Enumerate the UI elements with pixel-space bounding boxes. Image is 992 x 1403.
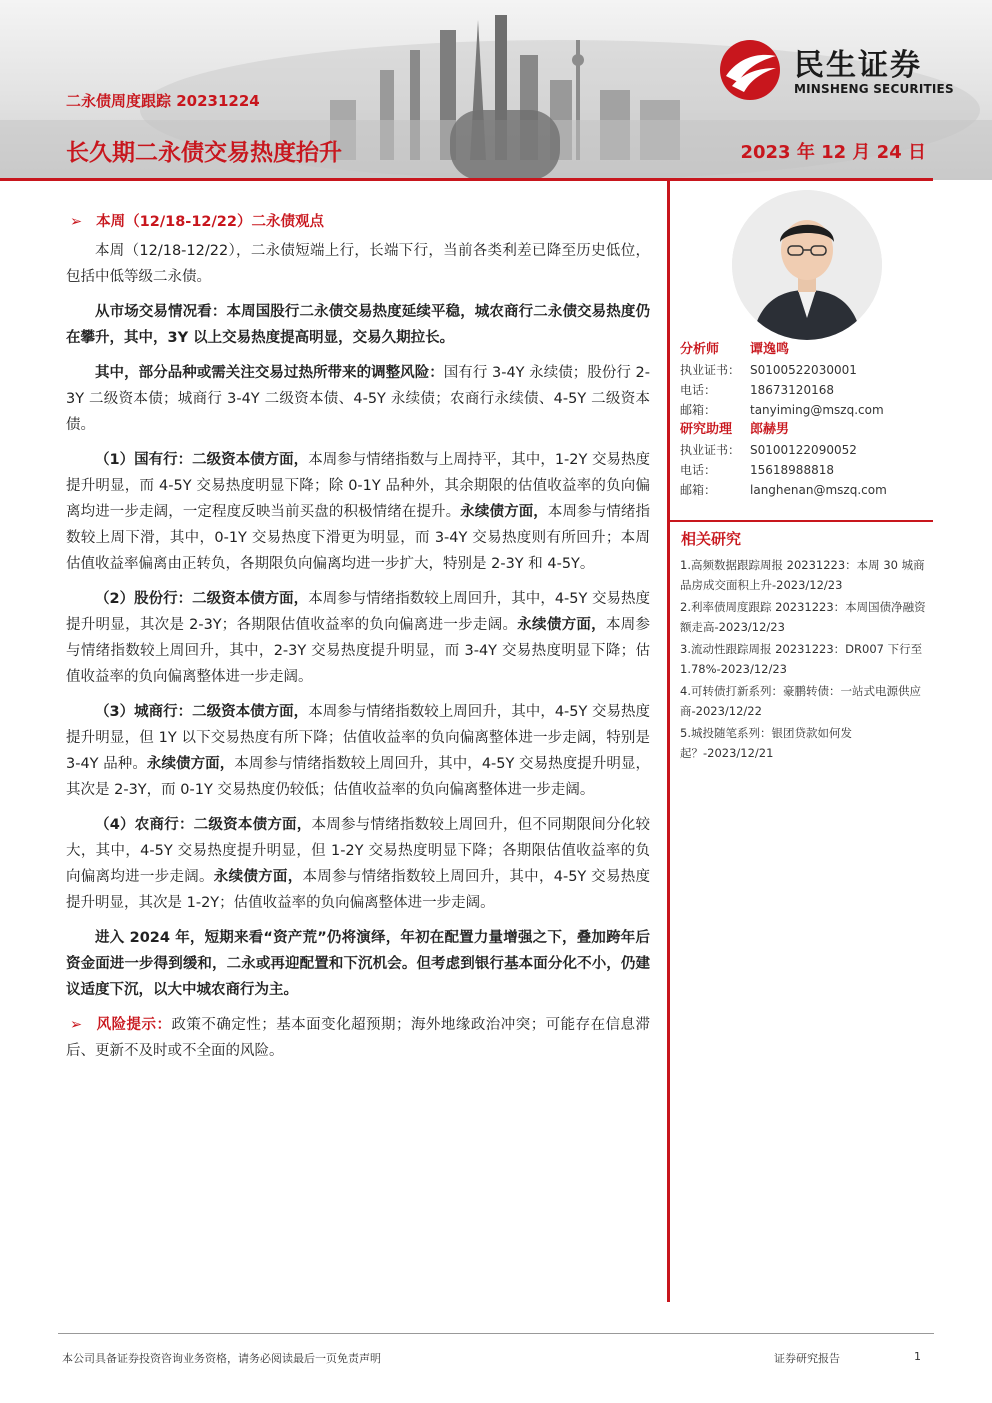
related-divider [670, 520, 933, 522]
paragraph-state-banks [66, 447, 650, 577]
text: 本周参与情绪指数较上周下滑，其中，0-1Y 交易热度下滑更为明显，而 3-4Y 交易热度则有所回升；本周估值收益率偏离由正转负，各期限负向偏离均进一步扩大，特别是 2-3Y 和 4-5Y。 [66, 504, 651, 572]
paragraph-3-text: 国有行 3-4Y 永续债；股份行 2-3Y 二级资本债；城商行 3-4Y 二级资本债、4-5Y 永续债；农商行永续债、4-5Y 二级资本债。 [66, 365, 651, 433]
label: 执业证书： [680, 443, 741, 457]
company-logo [718, 38, 968, 102]
paragraph-2: 从市场交易情况看：本周国股行二永债交易热度延续平稳，城农商行二永债交易热度仍在攀升，其中，3Y 以上交易热度提高明显，交易久期拉长。 [66, 304, 650, 346]
section-heading-text: 本周（12/18-12/22）二永债观点 [96, 214, 324, 230]
related-item[interactable]: 2.利率债周度跟踪 20231223：本周国债净融资额走高-2023/12/23 [680, 600, 926, 634]
paragraph-3-lead: 其中，部分品种或需关注交易过热所带来的调整风险： [95, 365, 444, 381]
risk-warning [66, 1012, 650, 1064]
arrow-bullet-icon: ➢ [70, 214, 83, 230]
text: 本周参与情绪指数较上周回升，其中，4-5Y 交易热度提升明显，其次是 1-2Y；估值收益率的负向偏离整体进一步走阔。 [66, 869, 651, 911]
related-item[interactable]: 5.城投随笔系列：银团贷款如何发起？-2023/12/21 [680, 726, 852, 760]
analyst-1-name-row [680, 340, 933, 360]
logo-text-en: MINSHENG SECURITIES [794, 82, 954, 96]
related-heading: 相关研究 [681, 530, 742, 548]
logo-text-cn: 民生证券 [794, 48, 922, 83]
role: 分析师 [680, 342, 720, 357]
label: 邮箱： [680, 403, 717, 417]
section-heading [66, 206, 650, 238]
lead: （1）国有行：二级资本债方面， [95, 452, 309, 468]
analyst-1-email-row [680, 400, 933, 420]
text: 本周参与情绪指数较上周回升，但不同期限间分化较大，其中，4-5Y 交易热度提升明显，但 1-2Y 交易热度明显下降；各期限估值收益率的负向偏离均进一步走阔。 [66, 817, 650, 885]
analyst-2-name-row [680, 420, 933, 440]
related-item[interactable]: 4.可转债打新系列：豪鹏转债：一站式电源供应商-2023/12/22 [680, 684, 921, 718]
text: 本周参与情绪指数较上周回升，其中，2-3Y 交易热度提升明显，而 3-4Y 交易热度明显下降；估值收益率的负向偏离整体进一步走阔。 [66, 617, 651, 685]
lead: 永续债方面， [517, 617, 606, 633]
value: 18673120168 [750, 383, 834, 397]
role: 研究助理 [680, 422, 733, 437]
value: S0100122090052 [750, 443, 857, 457]
related-item[interactable]: 1.高频数据跟踪周报 20231223：本周 30 城商品房成交面积上升-2023/12/23 [680, 558, 925, 592]
paragraph-rural-banks [66, 812, 650, 916]
lead: 永续债方面， [146, 756, 235, 772]
footer-divider [58, 1333, 934, 1334]
paragraph-city-banks [66, 699, 650, 803]
column-divider [667, 180, 670, 1302]
lead: 永续债方面， [213, 869, 303, 885]
name: 谭逸鸣 [750, 342, 790, 357]
value: S0100522030001 [750, 363, 857, 377]
related-research-list [680, 556, 930, 766]
lead: （3）城商行：二级资本债方面， [95, 704, 309, 720]
footer-report-type: 证券研究报告 [774, 1352, 840, 1365]
analyst-1-phone-row [680, 380, 933, 400]
label: 电话： [680, 383, 717, 397]
text: 本周参与情绪指数较上周回升，其中，4-5Y 交易热度提升明显，但 1Y 以下交易热度有所下降；估值收益率的负向偏离整体进一步走阔，特别是 3-4Y 品种。 [66, 704, 650, 772]
analyst-1-cert-row [680, 360, 933, 380]
name: 郎赫男 [750, 422, 790, 437]
report-title: 长久期二永债交易热度抬升 [66, 140, 342, 166]
lead: 永续债方面， [460, 504, 548, 520]
risk-text: 政策不确定性；基本面变化超预期；海外地缘政治冲突；可能存在信息滞后、更新不及时或不全面的风险。 [66, 1017, 650, 1059]
paragraph-outlook: 进入 2024 年，短期来看“资产荒”仍将演绎，年初在配置力量增强之下，叠加跨年后资金面进一步得到缓和，二永或再迎配置和下沉机会。但考虑到银行基本面分化不小，仍建议适度下沉，以大中城农商行为主。 [66, 930, 650, 998]
email-link[interactable]: tanyiming@mszq.com [750, 403, 884, 417]
main-content [66, 206, 650, 1073]
label: 邮箱： [680, 483, 717, 497]
paragraph-3 [66, 360, 650, 438]
page-number: 1 [914, 1350, 921, 1363]
lead: （2）股份行：二级资本债方面， [95, 591, 309, 607]
risk-label: 风险提示： [96, 1017, 172, 1033]
text: 本周参与情绪指数较上周回升，其中，4-5Y 交易热度提升明显，其次是 2-3Y，而 0-1Y 交易热度仍较低；估值收益率的负向偏离整体进一步走阔。 [66, 756, 651, 798]
text: 本周参与情绪指数较上周回升，其中，4-5Y 交易热度提升明显，其次是 2-3Y；各期限估值收益率的负向偏离进一步走阔。 [66, 591, 650, 633]
paragraph-1: 本周（12/18-12/22），二永债短端上行，长端下行，当前各类利差已降至历史低位，包括中低等级二永债。 [66, 243, 650, 285]
analyst-info [680, 340, 933, 500]
footer-disclaimer: 本公司具备证券投资咨询业务资格，请务必阅读最后一页免责声明 [62, 1352, 381, 1365]
lead: （4）农商行：二级资本债方面， [95, 817, 312, 833]
logo-emblem-icon [718, 38, 784, 102]
email-link[interactable]: langhenan@mszq.com [750, 483, 887, 497]
label: 执业证书： [680, 363, 741, 377]
label: 电话： [680, 463, 717, 477]
paragraph-joint-stock-banks [66, 586, 650, 690]
text: 本周参与情绪指数与上周持平，其中，1-2Y 交易热度提升明显，而 4-5Y 交易热度明显下降；除 0-1Y 品种外，其余期限的估值收益率的负向偏离均进一步走阔，一定程度反映当前买盘的积极情绪在提升。 [66, 452, 650, 520]
arrow-bullet-icon: ➢ [70, 1017, 83, 1033]
analyst-avatar [732, 190, 882, 340]
report-series: 二永债周度跟踪 20231224 [66, 92, 260, 110]
analyst-2-cert-row [680, 440, 933, 460]
related-item[interactable]: 3.流动性跟踪周报 20231223：DR007 下行至 1.78%-2023/12/23 [680, 642, 923, 676]
analyst-2-email-row [680, 480, 933, 500]
report-date: 2023 年 12 月 24 日 [740, 142, 926, 163]
analyst-2-phone-row [680, 460, 933, 480]
header-banner [0, 0, 992, 180]
header-divider [0, 178, 933, 181]
value: 15618988818 [750, 463, 834, 477]
